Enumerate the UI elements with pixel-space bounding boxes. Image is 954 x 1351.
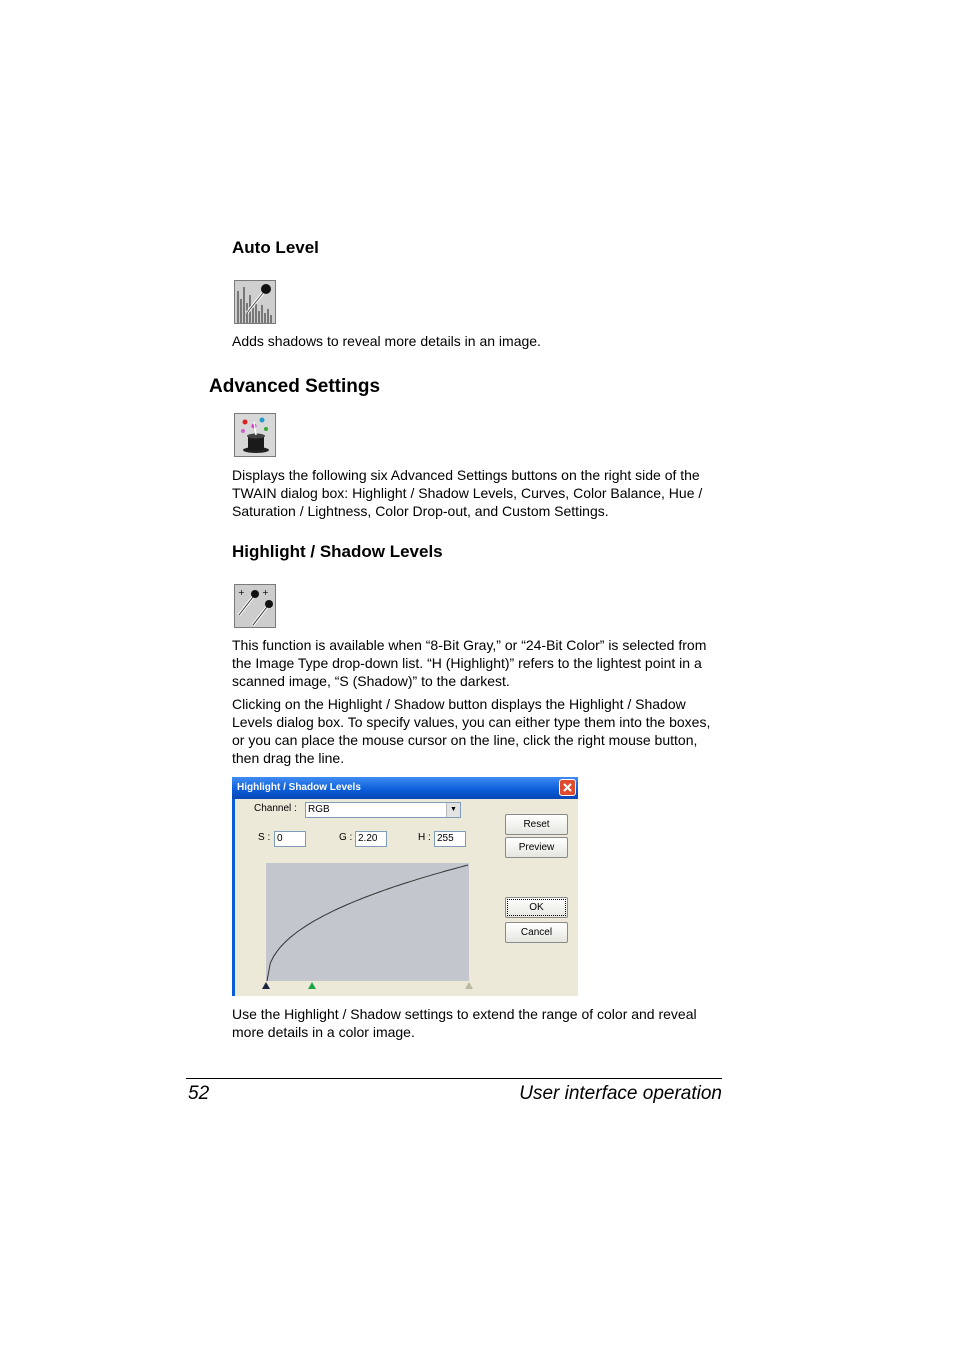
dialog-title-bar <box>232 777 578 799</box>
auto-level-heading: Auto Level <box>232 238 319 257</box>
magic-hat-icon <box>234 413 276 457</box>
g-label: G : <box>339 832 353 843</box>
levels-curve-svg <box>266 863 469 981</box>
dialog-close-button[interactable] <box>559 779 576 796</box>
highlight-shadow-dialog <box>232 777 578 996</box>
reset-button[interactable]: Reset <box>505 814 568 835</box>
channel-label: Channel : <box>254 803 297 814</box>
paragraph-line: then drag the line. <box>232 750 345 766</box>
paragraph-line: scanned image, “S (Shadow)” to the darkest. <box>232 673 510 689</box>
advanced-settings-description-line: Displays the following six Advanced Settings buttons on the right side of the <box>232 467 700 483</box>
paragraph-line: This function is available when “8-Bit Gray,” or “24-Bit Color” is selected from <box>232 637 707 653</box>
dialog-frame-edge <box>232 799 235 996</box>
close-icon <box>560 780 575 795</box>
highlight-shadow-paragraph-1 <box>232 636 727 690</box>
paragraph-line: or you can place the mouse cursor on the line, click the right mouse button, <box>232 732 698 748</box>
levels-curve <box>267 865 468 981</box>
advanced-settings-description <box>232 466 727 520</box>
dialog-title: Highlight / Shadow Levels <box>237 782 361 793</box>
paragraph-line: the Image Type drop-down list. “H (Highlight)” refers to the lightest point in a <box>232 655 702 671</box>
highlight-input[interactable]: 255 <box>434 831 466 847</box>
ok-button[interactable]: OK <box>505 897 568 918</box>
auto-level-dropper-icon <box>234 280 276 324</box>
channel-select[interactable] <box>305 802 461 818</box>
footer-section-title: User interface operation <box>519 1083 722 1104</box>
slider-markers <box>260 980 475 992</box>
s-label: S : <box>258 832 271 843</box>
gamma-slider-handle[interactable] <box>308 982 316 989</box>
page-number: 52 <box>188 1083 210 1104</box>
advanced-settings-heading: Advanced Settings <box>209 376 381 397</box>
gamma-input[interactable]: 2.20 <box>355 831 387 847</box>
paragraph-line: more details in a color image. <box>232 1024 415 1040</box>
highlight-shadow-heading: Highlight / Shadow Levels <box>232 542 443 561</box>
chevron-down-icon[interactable]: ▼ <box>446 803 460 817</box>
paragraph-line: Use the Highlight / Shadow settings to extend the range of color and reveal <box>232 1006 697 1022</box>
levels-graph[interactable] <box>266 863 469 981</box>
auto-level-description: Adds shadows to reveal more details in an image. <box>232 333 541 349</box>
advanced-settings-description-line: Saturation / Lightness, Color Drop-out, and Custom Settings. <box>232 503 609 519</box>
paragraph-line: Clicking on the Highlight / Shadow button displays the Highlight / Shadow <box>232 696 686 712</box>
advanced-settings-description-line: TWAIN dialog box: Highlight / Shadow Levels, Curves, Color Balance, Hue / <box>232 485 703 501</box>
preview-button[interactable]: Preview <box>505 837 568 858</box>
cancel-button[interactable]: Cancel <box>505 922 568 943</box>
highlight-slider-handle[interactable] <box>465 982 473 989</box>
svg-text:+: + <box>238 588 245 597</box>
highlight-shadow-droppers-icon <box>234 584 276 628</box>
highlight-shadow-usage <box>232 1005 727 1041</box>
h-label: H : <box>418 832 431 843</box>
highlight-shadow-paragraph-2 <box>232 695 727 767</box>
footer-rule <box>186 1078 722 1079</box>
shadow-input[interactable]: 0 <box>274 831 306 847</box>
svg-text:+: + <box>262 588 269 597</box>
shadow-slider-handle[interactable] <box>262 982 270 989</box>
channel-select-value: RGB <box>308 804 330 815</box>
paragraph-line: Levels dialog box. To specify values, you can either type them into the boxes, <box>232 714 711 730</box>
